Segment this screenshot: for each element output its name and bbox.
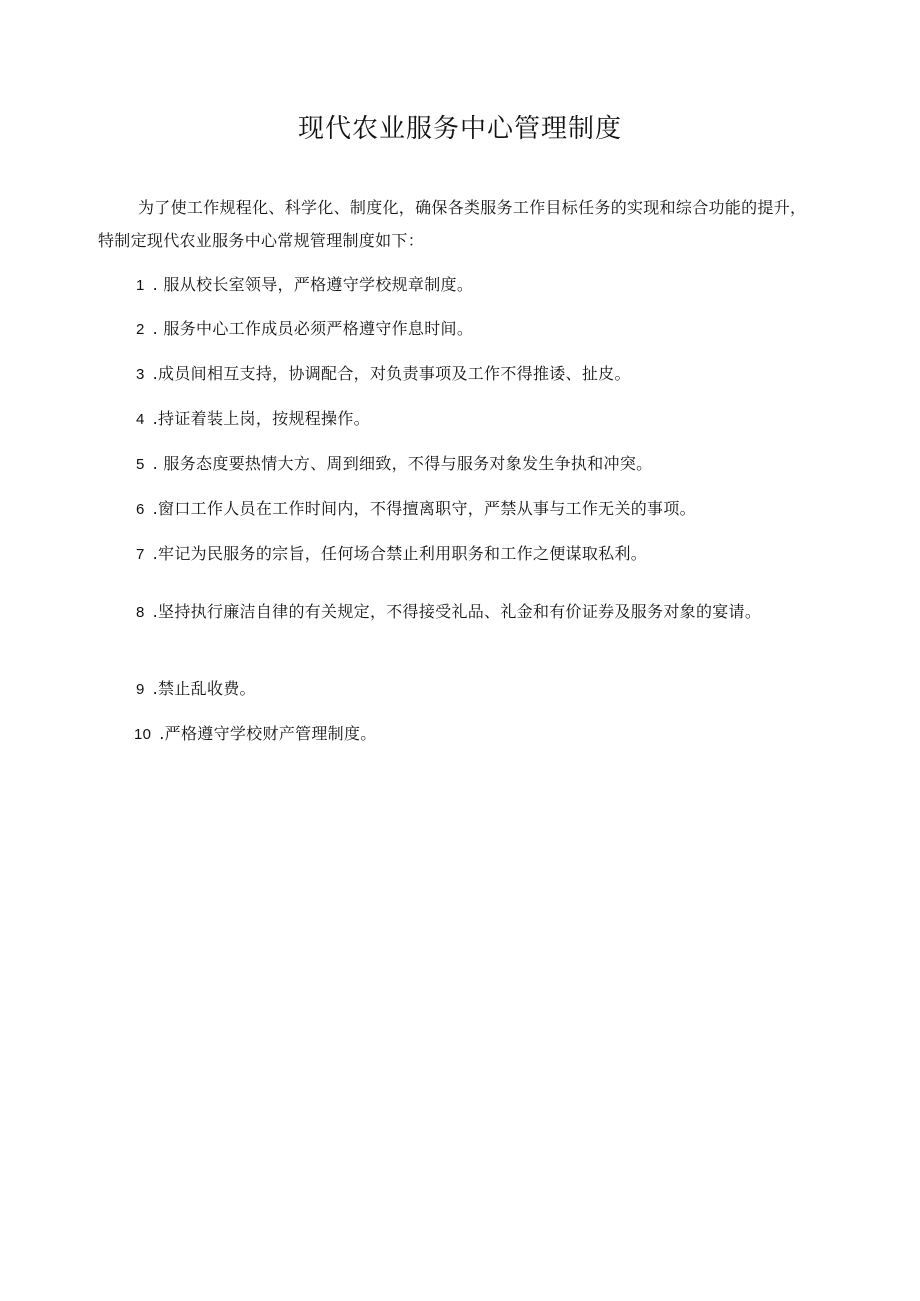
- rule-number: 10: [134, 726, 152, 743]
- rule-text: .持证着装上岗，按规程操作。: [152, 409, 370, 428]
- rule-number: 3: [136, 366, 145, 383]
- rule-item-2: [98, 312, 820, 346]
- rule-number: 7: [136, 546, 145, 563]
- rule-item-3: [98, 357, 820, 391]
- rule-item-4: [98, 402, 820, 436]
- rule-text: .禁止乱收费。: [152, 679, 256, 698]
- rule-number: 2: [136, 321, 145, 338]
- rule-number: 6: [136, 501, 145, 518]
- rule-text: . 服务态度要热情大方、周到细致，不得与服务对象发生争执和冲突。: [152, 454, 653, 473]
- rule-text: .成员间相互支持，协调配合，对负责事项及工作不得推诿、扯皮。: [152, 364, 631, 383]
- rule-number: 9: [136, 681, 145, 698]
- rule-item-5: [98, 447, 820, 481]
- rule-item-8: [98, 595, 820, 629]
- rule-number: 8: [136, 604, 145, 621]
- document-title: 现代农业服务中心管理制度: [297, 114, 622, 144]
- rule-item-6: [98, 492, 820, 526]
- rule-number: 5: [136, 456, 145, 473]
- rule-number: 1: [136, 277, 145, 294]
- rule-text: .窗口工作人员在工作时间内，不得擅离职守，严禁从事与工作无关的事项。: [152, 499, 696, 518]
- rule-item-1: [98, 268, 820, 302]
- rule-item-9: [98, 672, 820, 706]
- rule-number: 4: [136, 411, 145, 428]
- rule-text: .坚持执行廉洁自律的有关规定，不得接受礼品、礼金和有价证券及服务对象的宴请。: [152, 602, 762, 621]
- rule-text: .牢记为民服务的宗旨，任何场合禁止利用职务和工作之便谋取私利。: [152, 544, 648, 563]
- rule-text: .严格遵守学校财产管理制度。: [159, 724, 377, 743]
- rule-item-7: [98, 537, 820, 571]
- intro-paragraph: 为了使工作规程化、科学化、制度化，确保各类服务工作目标任务的实现和综合功能的提升，特制定现代农业服务中心常规管理制度如下：: [98, 198, 807, 250]
- rule-text: . 服务中心工作成员必须严格遵守作息时间。: [152, 319, 474, 338]
- rule-item-10: [98, 717, 820, 751]
- rule-text: . 服从校长室领导，严格遵守学校规章制度。: [152, 275, 474, 294]
